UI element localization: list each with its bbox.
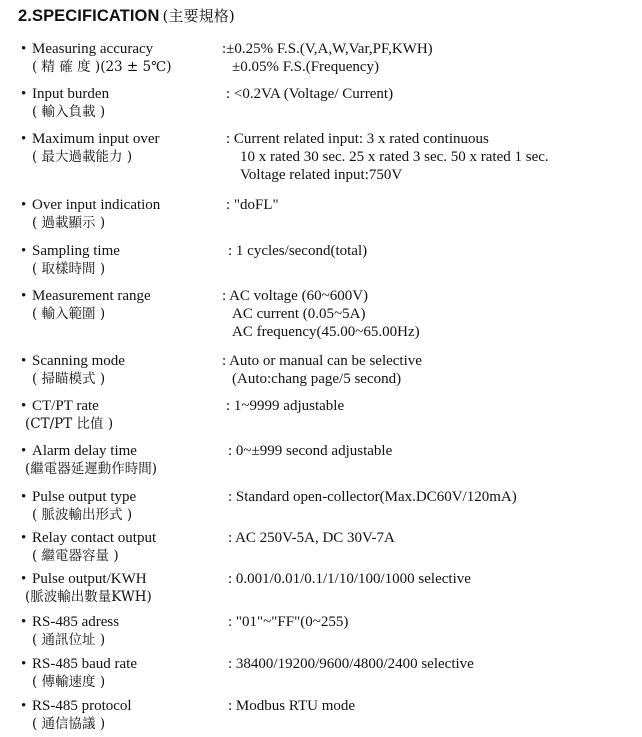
- spec-label: Sampling time: [32, 243, 120, 259]
- spec-value: : 1~9999 adjustable: [226, 398, 345, 414]
- spec-label: Scanning mode: [32, 353, 125, 369]
- spec-sublabel: (繼電器延遲動作時間): [25, 461, 158, 477]
- spec-label: Maximum input over: [32, 131, 160, 147]
- spec-value: AC current (0.05~5A): [232, 306, 366, 322]
- spec-label: Pulse output/KWH: [32, 571, 147, 587]
- bullet-icon: •: [21, 398, 27, 414]
- spec-value: : <0.2VA (Voltage/ Current): [226, 86, 394, 102]
- spec-sublabel: ( 繼電器容量 ): [32, 548, 119, 564]
- spec-value: : AC voltage (60~600V): [222, 288, 369, 304]
- bullet-icon: •: [21, 656, 27, 672]
- spec-sublabel: ( 輸入範圍 ): [32, 306, 106, 322]
- spec-sublabel: ( 取樣時間 ): [32, 261, 106, 277]
- spec-sublabel: ( 通訊位址 ): [32, 632, 106, 648]
- spec-sublabel: (CT/PT 比值 ): [25, 416, 114, 432]
- spec-value: : 0.001/0.01/0.1/1/10/100/1000 selective: [228, 571, 471, 587]
- spec-value: 10 x rated 30 sec. 25 x rated 3 sec. 50 x rated 1 sec.: [240, 149, 549, 165]
- spec-value: AC frequency(45.00~65.00Hz): [232, 324, 420, 340]
- spec-sublabel: ( 傳輸速度 ): [32, 674, 106, 690]
- spec-value: : 1 cycles/second(total): [228, 243, 368, 259]
- bullet-icon: •: [21, 530, 27, 546]
- spec-value: : "01"~"FF"(0~255): [228, 614, 349, 630]
- spec-value: : AC 250V-5A, DC 30V-7A: [228, 530, 395, 546]
- spec-label: Measuring accuracy: [32, 41, 154, 57]
- spec-sublabel: ( 最大過載能力 ): [32, 149, 133, 165]
- section-title-text: 2.SPECIFICATION: [18, 7, 160, 25]
- spec-value: : Current related input: 3 x rated continuous: [226, 131, 489, 147]
- spec-value: : Standard open-collector(Max.DC60V/120mA): [228, 489, 517, 505]
- spec-value: Voltage related input:750V: [240, 167, 403, 183]
- section-title: [18, 5, 235, 26]
- spec-label: RS-485 protocol: [32, 698, 132, 714]
- spec-label: RS-485 baud rate: [32, 656, 137, 672]
- spec-value: : Modbus RTU mode: [228, 698, 356, 714]
- bullet-icon: •: [21, 353, 27, 369]
- spec-value: : 38400/19200/9600/4800/2400 selective: [228, 656, 474, 672]
- bullet-icon: •: [21, 443, 27, 459]
- spec-value: : Auto or manual can be selective: [222, 353, 422, 369]
- spec-label: RS-485 adress: [32, 614, 120, 630]
- spec-sublabel: ( 掃瞄模式 ): [32, 371, 106, 387]
- bullet-icon: •: [21, 614, 27, 630]
- spec-label: Pulse output type: [32, 489, 137, 505]
- bullet-icon: •: [21, 243, 27, 259]
- spec-value: : "doFL": [226, 197, 279, 213]
- spec-label: Over input indication: [32, 197, 161, 213]
- spec-sublabel: ( 輸入負載 ): [32, 104, 106, 120]
- spec-sublabel: ( 通信協議 ): [32, 716, 106, 732]
- cut-off-line: [21, 731, 421, 737]
- bullet-icon: •: [21, 41, 27, 57]
- spec-value: : 0~±999 second adjustable: [228, 443, 393, 459]
- spec-sublabel: ( 精 確 度 )(23 ± 5℃): [32, 59, 172, 75]
- spec-label: Measurement range: [32, 288, 151, 304]
- bullet-icon: •: [21, 288, 27, 304]
- spec-value: ±0.05% F.S.(Frequency): [232, 59, 380, 75]
- bullet-icon: •: [21, 571, 27, 587]
- spec-label: CT/PT rate: [32, 398, 99, 414]
- spec-label: Relay contact output: [32, 530, 157, 546]
- spec-label: Alarm delay time: [32, 443, 137, 459]
- bullet-icon: •: [21, 131, 27, 147]
- bullet-icon: •: [21, 86, 27, 102]
- spec-value: (Auto:chang page/5 second): [232, 371, 402, 387]
- bullet-icon: •: [21, 698, 27, 714]
- bullet-icon: •: [21, 197, 27, 213]
- bullet-icon: •: [21, 489, 27, 505]
- spec-label: Input burden: [32, 86, 110, 102]
- spec-value: :±0.25% F.S.(V,A,W,Var,PF,KWH): [222, 41, 433, 57]
- spec-sublabel: ( 過載顯示 ): [32, 215, 106, 231]
- spec-sublabel: (脈波輸出數量KWH): [25, 589, 152, 605]
- spec-sublabel: ( 脈波輸出形式 ): [32, 507, 133, 523]
- section-title-cjk: (主要規格): [162, 7, 235, 25]
